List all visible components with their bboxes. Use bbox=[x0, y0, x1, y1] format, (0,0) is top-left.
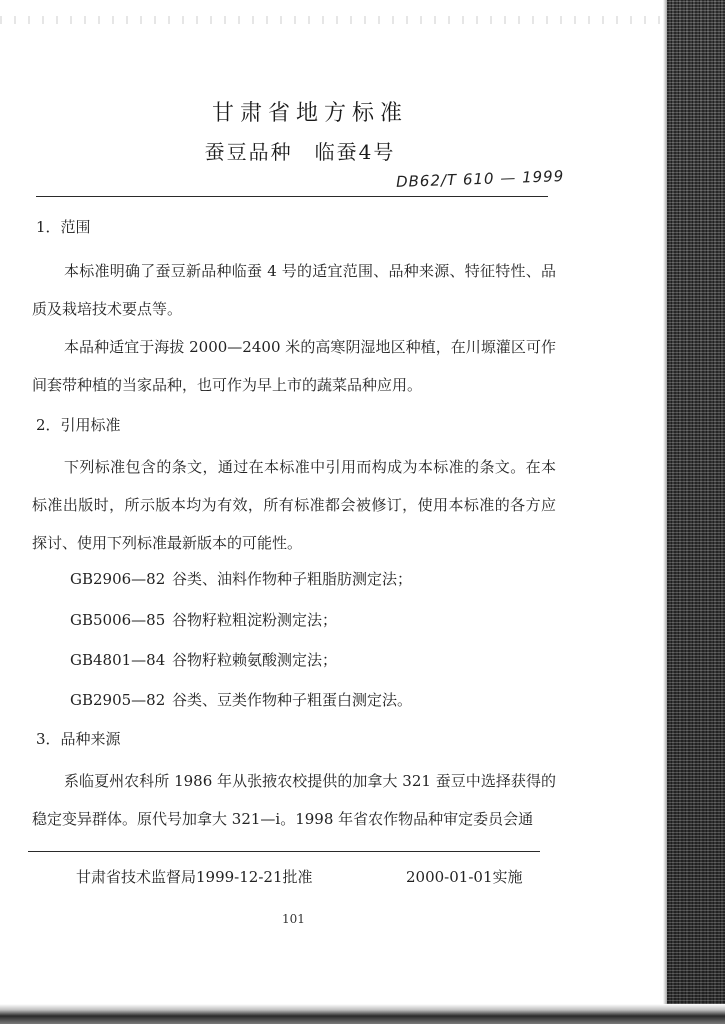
origin-paragraph: 系临夏州农科所 1986 年从张掖农校提供的加拿大 321 蚕豆中选择获得的稳定变异群体。原代号加拿大 321—i。1998 年省农作物品种审定委员会通 bbox=[32, 772, 556, 828]
footer-divider bbox=[28, 851, 540, 852]
references-paragraph: 下列标准包含的条文，通过在本标准中引用而构成为本标准的条文。在本标准出版时，所示版本均为有效，所有标准都会被修订，使用本标准的各方应探讨、使用下列标准最新版本的可能性。 bbox=[32, 458, 556, 552]
document-subtitle: 蚕豆品种 临蚕4号 bbox=[204, 140, 396, 164]
reference-item bbox=[70, 649, 337, 670]
page-number: 101 bbox=[282, 912, 305, 926]
section-heading-scope: 1．范围 bbox=[36, 218, 91, 236]
reference-title: 谷类、油料作物种子粗脂肪测定法； bbox=[172, 570, 413, 588]
standard-number: DB62/T 610 — 1999 bbox=[395, 167, 565, 191]
reference-title: 谷物籽粒粗淀粉测定法； bbox=[172, 611, 338, 629]
reference-item bbox=[70, 568, 412, 589]
document-title: 甘肃省地方标准 bbox=[211, 101, 408, 126]
scope-paragraph-2: 本品种适宜于海拔 2000—2400 米的高寒阴湿地区种植，在川塬灌区可作间套带种植的当家品种，也可作为早上市的蔬菜品种应用。 bbox=[32, 338, 556, 394]
reference-item bbox=[70, 609, 337, 630]
section-heading-references: 2．引用标准 bbox=[36, 416, 121, 434]
implementation-date: 2000-01-01实施 bbox=[406, 868, 523, 886]
reference-item bbox=[70, 689, 412, 710]
scan-noise bbox=[0, 16, 660, 24]
scan-bottom-edge bbox=[0, 1004, 725, 1024]
reference-title: 谷物籽粒赖氨酸测定法； bbox=[172, 651, 338, 669]
reference-code: GB4801—84 bbox=[70, 651, 166, 669]
header-divider bbox=[36, 196, 548, 197]
reference-code: GB5006—85 bbox=[70, 611, 166, 629]
section-heading-origin: 3．品种来源 bbox=[36, 730, 121, 748]
reference-title: 谷类、豆类作物种子粗蛋白测定法。 bbox=[172, 691, 413, 709]
scan-binding-edge bbox=[667, 0, 725, 1004]
scope-paragraph-1: 本标准明确了蚕豆新品种临蚕 4 号的适宜范围、品种来源、特征特性、品质及栽培技术要点等。 bbox=[32, 262, 556, 318]
reference-code: GB2905—82 bbox=[70, 691, 166, 709]
reference-code: GB2906—82 bbox=[70, 570, 166, 588]
approval-line: 甘肃省技术监督局1999-12-21批准 bbox=[76, 868, 313, 886]
